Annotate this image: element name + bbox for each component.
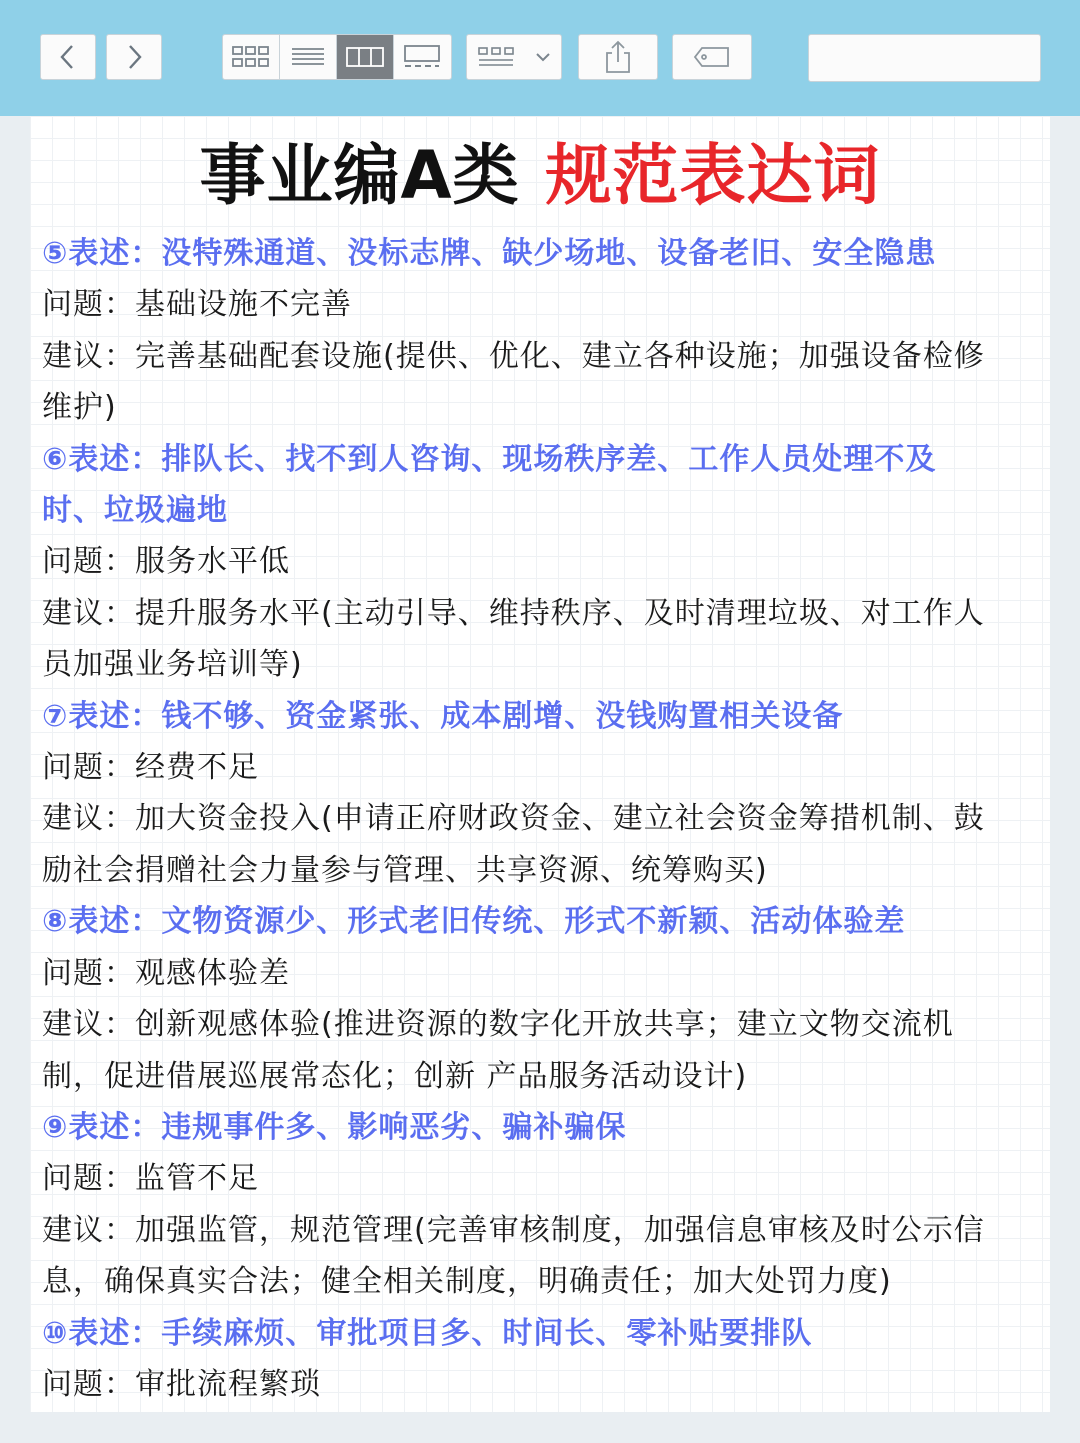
group-by-icon — [476, 45, 516, 69]
share-icon — [603, 40, 633, 74]
view-grid-button[interactable] — [223, 35, 280, 79]
gallery-view-icon — [402, 44, 442, 70]
text-line: 息，确保真实合法；健全相关制度，明确责任；加大处罚力度) — [42, 1264, 892, 1300]
text-line: 建议：完善基础配套设施(提供、优化、建立各种设施；加强设备检修 — [42, 338, 985, 374]
text-line: 建议：加强监管，规范管理(完善审核制度，加强信息审核及时公示信 — [42, 1212, 985, 1248]
text-line: 制，促进借展巡展常态化；创新 产品服务活动设计) — [42, 1058, 748, 1094]
text-line: 励社会捐赠社会力量参与管理、共享资源、统筹购买) — [42, 852, 768, 888]
toolbar — [0, 0, 1080, 116]
text-line: 问题：观感体验差 — [42, 955, 290, 991]
note-content — [42, 228, 1038, 1410]
search-field[interactable] — [808, 34, 1041, 82]
back-button[interactable] — [40, 34, 96, 80]
text-line: 员加强业务培训等) — [42, 647, 303, 683]
note-page — [30, 116, 1050, 1412]
forward-button[interactable] — [106, 34, 162, 80]
tag-icon — [692, 45, 732, 69]
text-line: 维护) — [42, 390, 117, 426]
grid-view-icon — [231, 44, 271, 70]
title-part-black: 事业编A类 — [199, 137, 520, 214]
view-gallery-button[interactable] — [394, 35, 451, 79]
text-line: 问题：审批流程繁琐 — [42, 1366, 321, 1402]
text-line: 建议：创新观感体验(推进资源的数字化开放共享；建立文物交流机 — [42, 1007, 954, 1043]
statement-line: ⑧表述：文物资源少、形式老旧传统、形式不新颖、活动体验差 — [42, 904, 906, 940]
view-list-button[interactable] — [280, 35, 337, 79]
chevron-right-icon — [123, 43, 145, 71]
chevron-left-icon — [57, 43, 79, 71]
text-line: 问题：监管不足 — [42, 1161, 259, 1197]
statement-line: ⑦表述：钱不够、资金紧张、成本剧增、没钱购置相关设备 — [42, 698, 844, 734]
statement-line: 时、垃圾遍地 — [42, 493, 228, 529]
column-view-icon — [345, 45, 385, 69]
statement-line: ⑩表述：手续麻烦、审批项目多、时间长、零补贴要排队 — [42, 1315, 813, 1351]
list-view-icon — [290, 44, 326, 70]
statement-line: ⑨表述：违规事件多、影响恶劣、骗补骗保 — [42, 1109, 627, 1145]
page-title — [30, 138, 1050, 214]
statement-line: ⑤表述：没特殊通道、没标志牌、缺少场地、设备老旧、安全隐患 — [42, 236, 937, 271]
title-part-red: 规范表达词 — [545, 137, 881, 214]
text-line: 问题：服务水平低 — [42, 544, 290, 580]
text-line: 建议：加大资金投入(申请正府财政资金、建立社会资金筹措机制、鼓 — [42, 801, 985, 837]
statement-line: ⑥表述：排队长、找不到人咨询、现场秩序差、工作人员处理不及 — [42, 441, 937, 477]
view-column-button[interactable] — [337, 35, 394, 79]
search-input[interactable] — [827, 47, 1063, 70]
text-line: 问题：经费不足 — [42, 750, 259, 786]
text-line: 建议：提升服务水平(主动引导、维持秩序、及时清理垃圾、对工作人 — [42, 595, 985, 631]
group-by-button[interactable] — [466, 34, 562, 80]
tag-button[interactable] — [672, 34, 752, 80]
share-button[interactable] — [578, 34, 658, 80]
text-line: 问题：基础设施不完善 — [42, 287, 352, 323]
view-mode-segmented — [222, 34, 452, 80]
chevron-down-icon — [534, 50, 552, 64]
